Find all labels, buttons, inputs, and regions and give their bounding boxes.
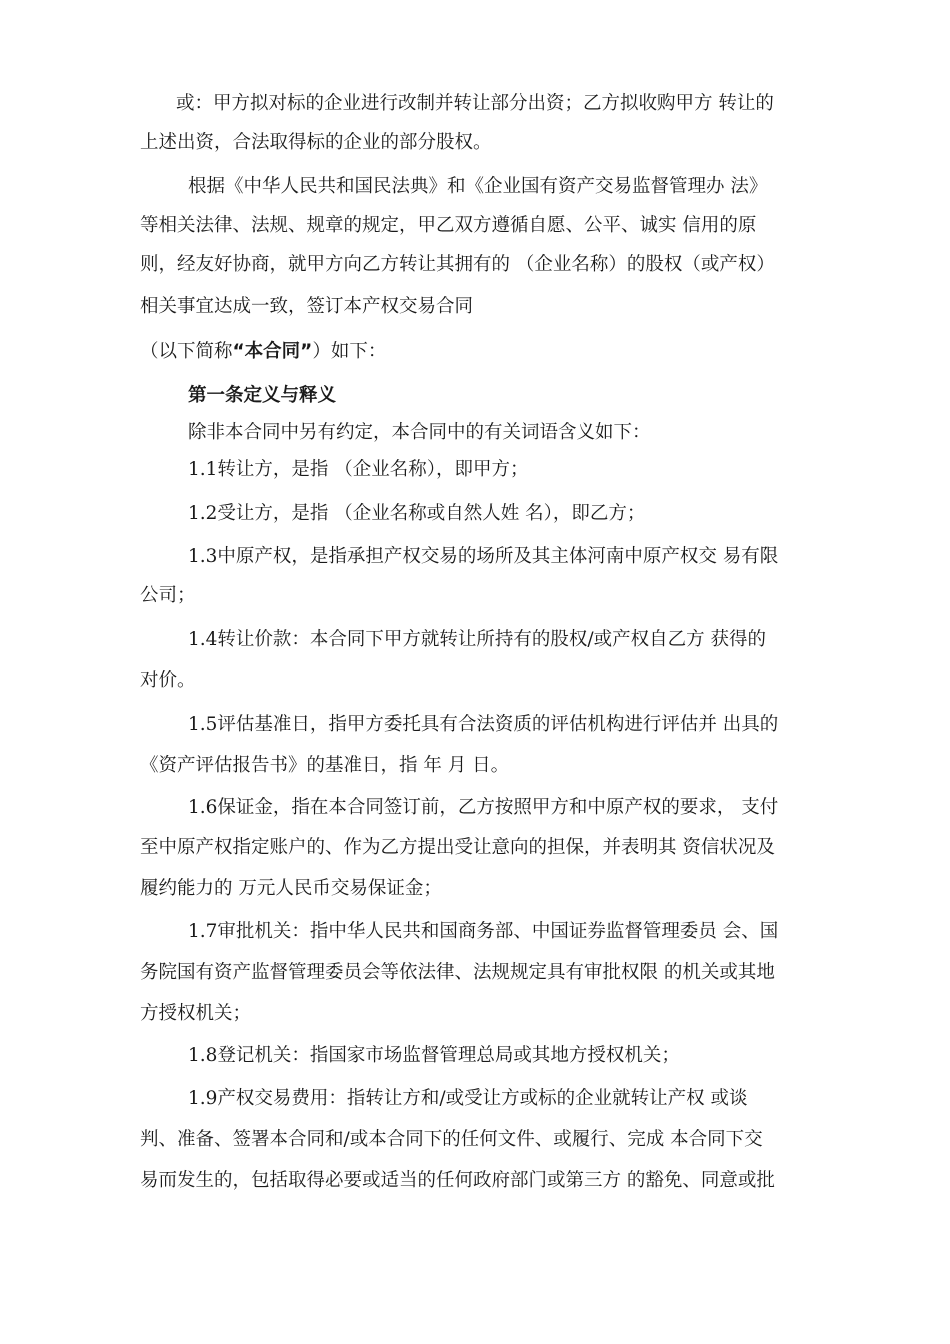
intro-paragraph-1-line-2: 上述出资，合法取得标的企业的部分股权。	[140, 132, 492, 153]
definition-1-3-line-1: 1.3中原产权，是指承担产权交易的场所及其主体河南中原产权交 易有限	[188, 546, 779, 567]
intro-paragraph-3	[140, 340, 386, 364]
definition-1-9-line-2: 判、准备、签署本合同和/或本合同下的任何文件、或履行、完成 本合同下交	[140, 1129, 763, 1150]
intro-paragraph-2-line-4: 相关事宜达成一致，签订本产权交易合同	[140, 296, 474, 317]
intro-paragraph-2-line-1: 根据《中华人民共和国民法典》和《企业国有资产交易监督管理办 法》	[188, 176, 768, 197]
definition-1-4-line-1: 1.4转让价款：本合同下甲方就转让所持有的股权/或产权自乙方 获得的	[188, 629, 767, 650]
definition-1-6-line-1: 1.6保证金，指在本合同签订前，乙方按照甲方和中原产权的要求， 支付	[188, 797, 779, 818]
definition-1-7-line-2: 务院国有资产监督管理委员会等依法律、法规规定具有审批权限 的机关或其地	[140, 962, 775, 983]
short-name-term: “本合同”	[232, 341, 313, 362]
definition-1-1: 1.1转让方，是指 （企业名称），即甲方；	[188, 459, 529, 480]
definition-1-9-line-3: 易而发生的，包括取得必要或适当的任何政府部门或第三方 的豁免、同意或批	[140, 1170, 775, 1191]
short-name-prefix: （以下简称	[140, 341, 233, 362]
definition-1-6-line-2: 至中原产权指定账户的、作为乙方提出受让意向的担保，并表明其 资信状况及	[140, 837, 775, 858]
intro-paragraph-1-line-1: 或：甲方拟对标的企业进行改制并转让部分出资；乙方拟收购甲方 转让的	[176, 93, 774, 114]
definition-1-5-line-1: 1.5评估基准日，指甲方委托具有合法资质的评估机构进行评估并 出具的	[188, 714, 779, 735]
definition-1-8: 1.8登记机关：指国家市场监督管理总局或其地方授权机关；	[188, 1045, 680, 1066]
definition-1-6-line-3: 履约能力的 万元人民币交易保证金；	[140, 878, 442, 899]
definition-1-7-line-3: 方授权机关；	[140, 1003, 252, 1024]
definition-1-3-line-2: 公司；	[140, 585, 196, 606]
definition-1-7-line-1: 1.7审批机关：指中华人民共和国商务部、中国证券监督管理委员 会、国	[188, 921, 779, 942]
definition-1-5-line-2: 《资产评估报告书》的基准日，指 年 月 日。	[140, 755, 510, 776]
intro-paragraph-2-line-2: 等相关法律、法规、规章的规定，甲乙双方遵循自愿、公平、诚实 信用的原	[140, 215, 757, 236]
article-1-heading: 第一条定义与释义	[188, 385, 337, 406]
definition-1-4-line-2: 对价。	[140, 670, 196, 691]
article-1-intro: 除非本合同中另有约定，本合同中的有关词语含义如下：	[188, 422, 651, 443]
short-name-suffix: ）如下：	[312, 341, 387, 362]
definition-1-2: 1.2受让方，是指 （企业名称或自然人姓 名），即乙方；	[188, 503, 646, 524]
intro-paragraph-2-line-3: 则，经友好协商，就甲方向乙方转让其拥有的 （企业名称）的股权（或产权）	[140, 254, 775, 275]
definition-1-9-line-1: 1.9产权交易费用：指转让方和/或受让方或标的企业就转让产权 或谈	[188, 1088, 748, 1109]
